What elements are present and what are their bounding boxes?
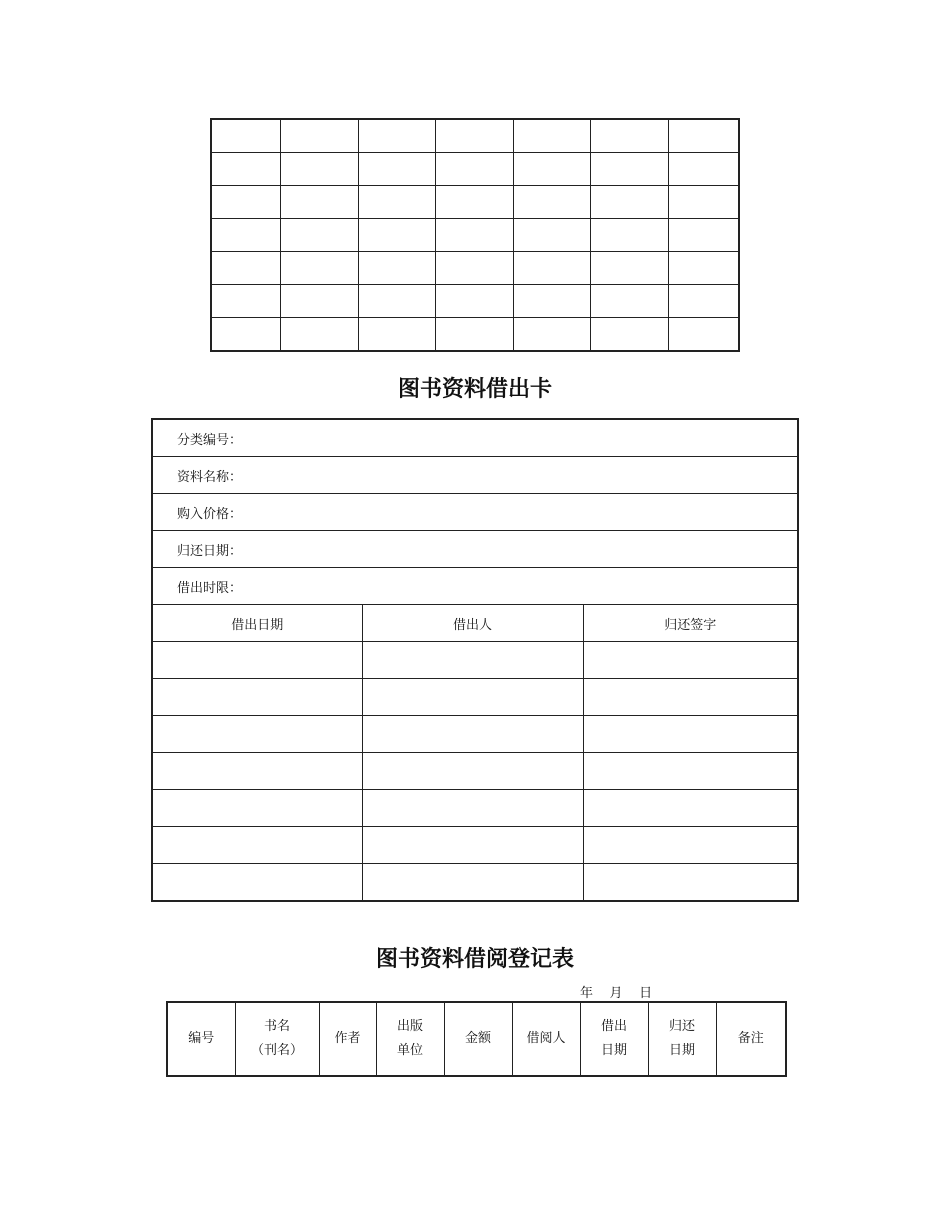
header-publisher: 出版 单位 bbox=[376, 1002, 444, 1076]
return-signature-cell[interactable] bbox=[583, 864, 798, 902]
grid-cell[interactable] bbox=[211, 153, 280, 186]
grid-cell[interactable] bbox=[358, 153, 435, 186]
grid-row bbox=[211, 285, 739, 318]
borrower-cell[interactable] bbox=[362, 753, 583, 790]
borrower-cell[interactable] bbox=[362, 642, 583, 679]
grid-cell[interactable] bbox=[358, 285, 435, 318]
return-signature-cell[interactable] bbox=[583, 642, 798, 679]
register-header-row bbox=[167, 1002, 786, 1076]
borrower-cell[interactable] bbox=[362, 716, 583, 753]
grid-cell[interactable] bbox=[280, 186, 358, 219]
grid-cell[interactable] bbox=[590, 252, 668, 285]
borrower-header: 借出人 bbox=[362, 605, 583, 642]
grid-cell[interactable] bbox=[668, 186, 739, 219]
grid-cell[interactable] bbox=[590, 119, 668, 153]
field-row-category-number bbox=[152, 419, 798, 457]
grid-cell[interactable] bbox=[668, 119, 739, 153]
field-row-purchase-price bbox=[152, 494, 798, 531]
loan-date-cell[interactable] bbox=[152, 679, 362, 716]
loan-date-cell[interactable] bbox=[152, 716, 362, 753]
grid-cell[interactable] bbox=[211, 252, 280, 285]
grid-cell[interactable] bbox=[280, 119, 358, 153]
header-book-title: 书名 （刊名） bbox=[235, 1002, 319, 1076]
loan-period-field[interactable]: 借出时限： bbox=[152, 568, 798, 605]
loan-record-rows bbox=[152, 642, 798, 902]
grid-cell[interactable] bbox=[513, 153, 590, 186]
loan-record-row bbox=[152, 679, 798, 716]
header-return-date: 归还 日期 bbox=[648, 1002, 716, 1076]
grid-cell[interactable] bbox=[590, 186, 668, 219]
grid-cell[interactable] bbox=[211, 285, 280, 318]
grid-cell[interactable] bbox=[590, 219, 668, 252]
material-name-field[interactable]: 资料名称： bbox=[152, 457, 798, 494]
field-row-loan-period bbox=[152, 568, 798, 605]
purchase-price-field[interactable]: 购入价格： bbox=[152, 494, 798, 531]
grid-cell[interactable] bbox=[358, 119, 435, 153]
grid-cell[interactable] bbox=[435, 318, 513, 352]
return-signature-header: 归还签字 bbox=[583, 605, 798, 642]
grid-cell[interactable] bbox=[358, 219, 435, 252]
loan-record-row bbox=[152, 642, 798, 679]
header-number: 编号 bbox=[167, 1002, 235, 1076]
grid-cell[interactable] bbox=[513, 318, 590, 352]
grid-cell[interactable] bbox=[513, 252, 590, 285]
grid-cell[interactable] bbox=[211, 318, 280, 352]
grid-row bbox=[211, 186, 739, 219]
day-label: 日 bbox=[639, 986, 653, 1001]
loan-record-row bbox=[152, 864, 798, 902]
grid-cell[interactable] bbox=[668, 285, 739, 318]
grid-cell[interactable] bbox=[668, 252, 739, 285]
grid-cell[interactable] bbox=[280, 285, 358, 318]
return-date-field[interactable]: 归还日期： bbox=[152, 531, 798, 568]
loan-record-row bbox=[152, 790, 798, 827]
loan-record-row bbox=[152, 827, 798, 864]
date-line bbox=[580, 982, 652, 1001]
grid-cell[interactable] bbox=[435, 285, 513, 318]
loan-card-table bbox=[151, 418, 799, 902]
grid-row bbox=[211, 252, 739, 285]
grid-cell[interactable] bbox=[668, 153, 739, 186]
field-row-return-date bbox=[152, 531, 798, 568]
year-label: 年 bbox=[580, 986, 594, 1001]
category-number-field[interactable]: 分类编号： bbox=[152, 419, 798, 457]
grid-cell[interactable] bbox=[590, 285, 668, 318]
grid-cell[interactable] bbox=[513, 219, 590, 252]
grid-cell[interactable] bbox=[590, 153, 668, 186]
grid-cell[interactable] bbox=[211, 219, 280, 252]
blank-grid-body bbox=[211, 119, 739, 351]
loan-date-cell[interactable] bbox=[152, 753, 362, 790]
grid-cell[interactable] bbox=[435, 252, 513, 285]
grid-cell[interactable] bbox=[280, 153, 358, 186]
grid-cell[interactable] bbox=[435, 119, 513, 153]
loan-columns-header bbox=[152, 605, 798, 642]
blank-grid-table bbox=[210, 118, 740, 352]
grid-cell[interactable] bbox=[513, 285, 590, 318]
borrower-cell[interactable] bbox=[362, 827, 583, 864]
grid-cell[interactable] bbox=[435, 186, 513, 219]
return-signature-cell[interactable] bbox=[583, 753, 798, 790]
field-row-material-name bbox=[152, 457, 798, 494]
grid-cell[interactable] bbox=[358, 252, 435, 285]
return-signature-cell[interactable] bbox=[583, 716, 798, 753]
loan-record-row bbox=[152, 753, 798, 790]
grid-cell[interactable] bbox=[435, 153, 513, 186]
loan-card-title: 图书资料借出卡 bbox=[397, 376, 552, 402]
grid-cell[interactable] bbox=[590, 318, 668, 352]
loan-date-cell[interactable] bbox=[152, 790, 362, 827]
return-signature-cell[interactable] bbox=[583, 790, 798, 827]
header-loan-date: 借出 日期 bbox=[580, 1002, 648, 1076]
grid-cell[interactable] bbox=[211, 186, 280, 219]
header-remarks: 备注 bbox=[716, 1002, 786, 1076]
borrower-cell[interactable] bbox=[362, 790, 583, 827]
loan-date-cell[interactable] bbox=[152, 642, 362, 679]
register-title: 图书资料借阅登记表 bbox=[375, 946, 574, 972]
loan-date-header: 借出日期 bbox=[152, 605, 362, 642]
return-signature-cell[interactable] bbox=[583, 827, 798, 864]
register-table bbox=[166, 1001, 787, 1077]
loan-record-row bbox=[152, 716, 798, 753]
grid-cell[interactable] bbox=[435, 219, 513, 252]
return-signature-cell[interactable] bbox=[583, 679, 798, 716]
grid-cell[interactable] bbox=[358, 186, 435, 219]
header-amount: 金额 bbox=[444, 1002, 512, 1076]
grid-row bbox=[211, 318, 739, 352]
grid-cell[interactable] bbox=[211, 119, 280, 153]
grid-row bbox=[211, 219, 739, 252]
grid-cell[interactable] bbox=[280, 252, 358, 285]
grid-cell[interactable] bbox=[513, 186, 590, 219]
month-label: 月 bbox=[609, 986, 623, 1001]
borrower-cell[interactable] bbox=[362, 864, 583, 902]
loan-date-cell[interactable] bbox=[152, 864, 362, 902]
grid-cell[interactable] bbox=[668, 318, 739, 352]
loan-date-cell[interactable] bbox=[152, 827, 362, 864]
header-borrower: 借阅人 bbox=[512, 1002, 580, 1076]
borrower-cell[interactable] bbox=[362, 679, 583, 716]
grid-row bbox=[211, 119, 739, 153]
header-author: 作者 bbox=[319, 1002, 376, 1076]
grid-cell[interactable] bbox=[513, 119, 590, 153]
grid-cell[interactable] bbox=[280, 318, 358, 352]
grid-cell[interactable] bbox=[668, 219, 739, 252]
grid-row bbox=[211, 153, 739, 186]
grid-cell[interactable] bbox=[358, 318, 435, 352]
grid-cell[interactable] bbox=[280, 219, 358, 252]
